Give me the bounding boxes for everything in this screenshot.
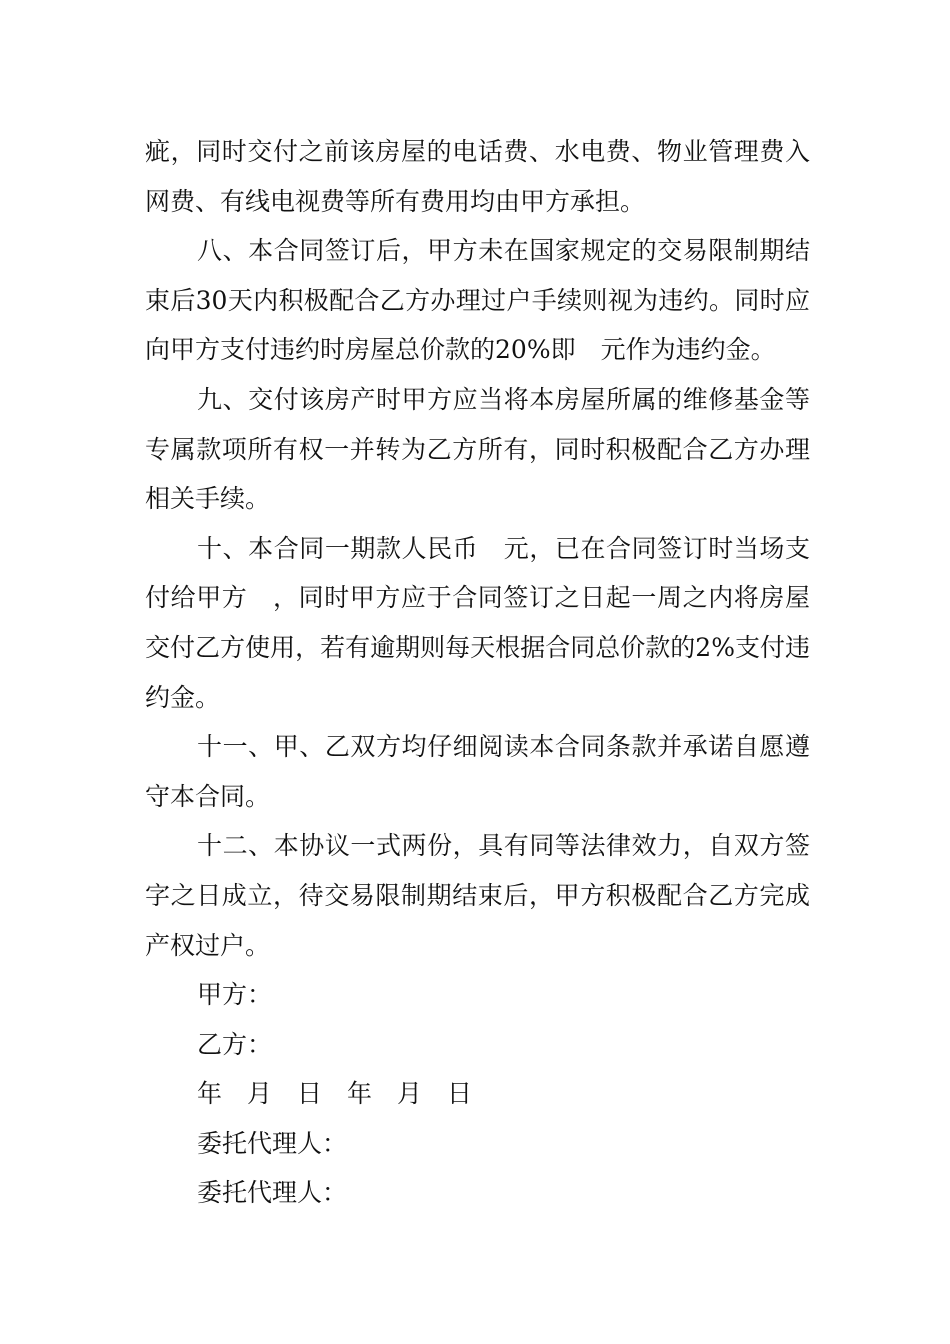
agent-a-signature-line: 委托代理人： [197, 1128, 348, 1158]
party-a-signature-line: 甲方： [197, 980, 273, 1010]
paragraph-12: 十二、本协议一式两份，具有同等法律效力，自双方签字之日成立，待交易限制期结束后，甲方积极配合乙方完成产权过户。 [145, 831, 810, 960]
party-b-signature-line: 乙方： [197, 1029, 273, 1059]
paragraph-11: 十一、甲、乙双方均仔细阅读本合同条款并承诺自愿遵守本合同。 [145, 732, 810, 811]
paragraph-10: 十、本合同一期款人民币 元，已在合同签订时当场支付给甲方 ，同时甲方应于合同签订之日起一周之内将房屋交付乙方使用，若有逾期则每天根据合同总价款的2%支付违约金。 [145, 533, 810, 712]
agent-b-signature-line: 委托代理人： [197, 1178, 348, 1208]
paragraph-8: 八、本合同签订后，甲方未在国家规定的交易限制期结束后30天内积极配合乙方办理过户手续则视为违约。同时应向甲方支付违约时房屋总价款的20%即 元作为违约金。 [145, 236, 810, 365]
contract-body [145, 127, 810, 1218]
signature-dates-line: 年 月 日 年 月 日 [197, 1079, 473, 1109]
paragraph-9: 九、交付该房产时甲方应当将本房屋所属的维修基金等专属款项所有权一并转为乙方所有，同时积极配合乙方办理相关手续。 [145, 384, 810, 514]
paragraph-7-continuation: 疵，同时交付之前该房屋的电话费、水电费、物业管理费入网费、有线电视费等所有费用均由甲方承担。 [145, 137, 810, 216]
